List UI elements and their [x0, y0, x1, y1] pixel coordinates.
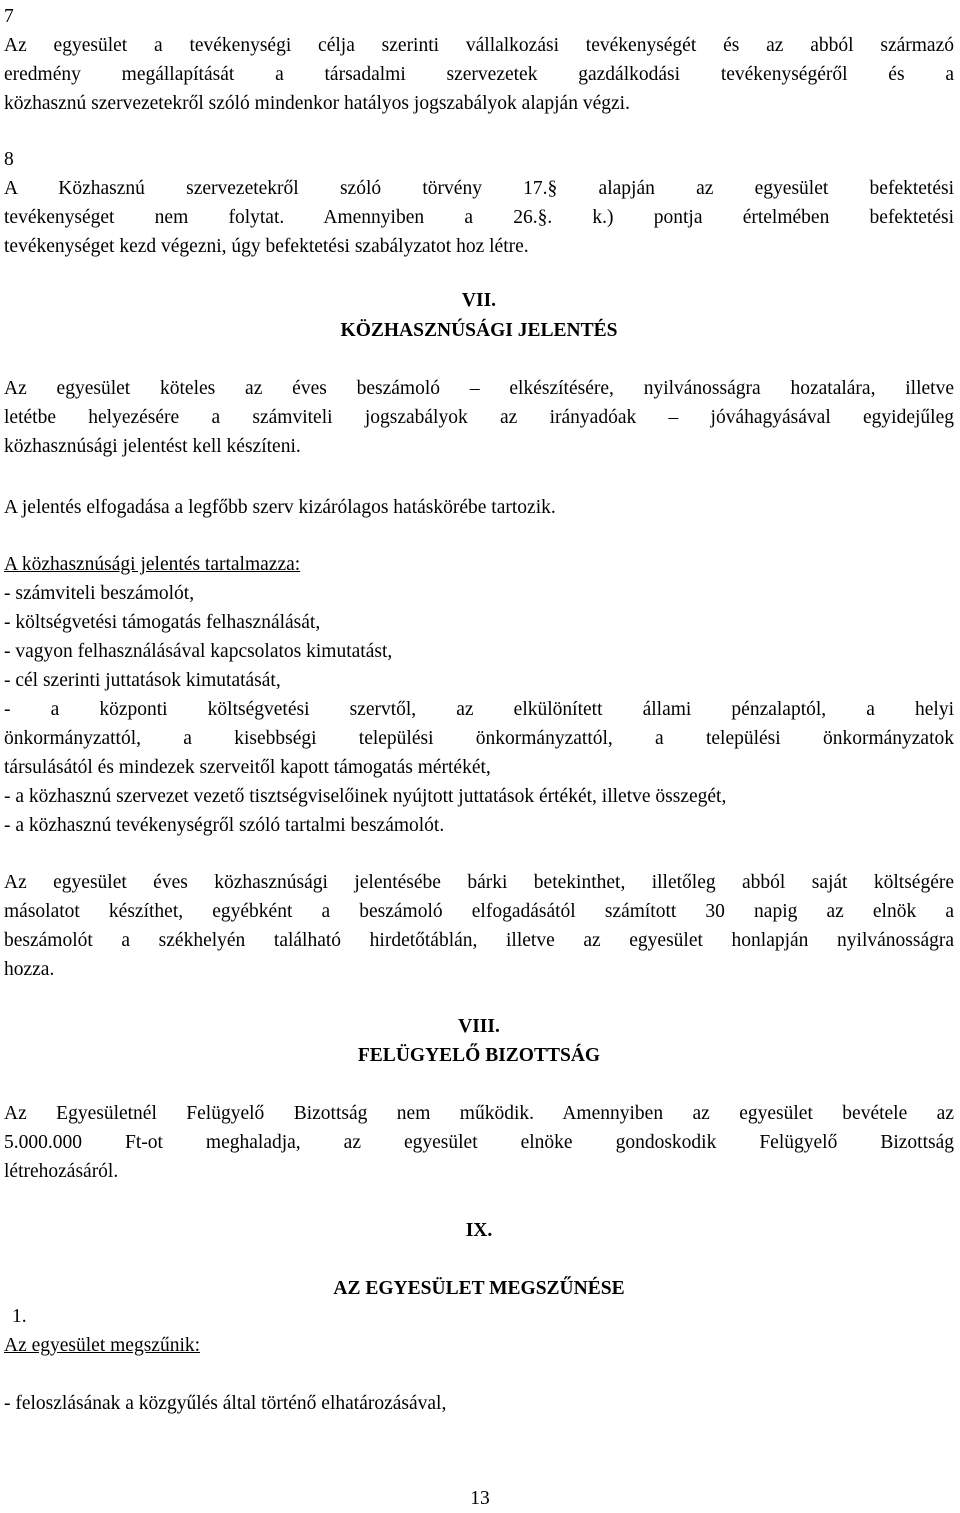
- chapter-8-roman: VIII.: [458, 1016, 500, 1037]
- list-item: - a központi költségvetési szervtől, az elkülönített állami pénzalaptól, a helyi: [4, 699, 954, 720]
- section-7-paragraph: [4, 31, 954, 118]
- chapter-7-p3-line-4: hozza.: [4, 959, 55, 980]
- list-item: - a közhasznú tevékenységről szóló tartalmi beszámolót.: [4, 815, 445, 836]
- chapter-7-p1-line-1: Az egyesület köteles az éves beszámoló – elkészítésére, nyilvánosságra hozatalára, illetve: [4, 378, 954, 399]
- section-number-8: 8: [4, 149, 14, 170]
- chapter-7-p3-line-1: Az egyesület éves közhasznúsági jelentésébe bárki betekinthet, illetőleg abból saját költségére: [4, 872, 954, 893]
- chapter-9-title: AZ EGYESÜLET MEGSZŰNÉSE: [333, 1278, 625, 1299]
- chapter-7-paragraph-1: [4, 374, 954, 461]
- list-intro-wrapper: [4, 550, 954, 579]
- document-page: [4, 0, 954, 1509]
- list-item: - költségvetési támogatás felhasználását,: [4, 612, 321, 633]
- section-7-line-3: közhasznú szervezetekről szóló mindenkor hatályos jogszabályok alapján végzi.: [4, 93, 630, 114]
- section-number-7: 7: [4, 6, 14, 27]
- chapter-8-line-3: létrehozásáról.: [4, 1161, 119, 1182]
- section-8-line-2: tevékenységet nem folytat. Amennyiben a 26.§. k.) pontja értelmében befektetési: [4, 207, 954, 228]
- chapter-8-line-1: Az Egyesületnél Felügyelő Bizottság nem működik. Amennyiben az egyesület bevétele az: [4, 1103, 954, 1124]
- list-item: - a közhasznú szervezet vezető tisztségviselőinek nyújtott juttatások értékét, illetve összegét,: [4, 786, 727, 807]
- chapter-8-paragraph: [4, 1099, 954, 1186]
- chapter-7-title: KÖZHASZNÚSÁGI JELENTÉS: [340, 320, 618, 341]
- list-item: - vagyon felhasználásával kapcsolatos kimutatást,: [4, 641, 393, 662]
- list-item: - számviteli beszámolót,: [4, 583, 195, 604]
- chapter-7-p1-line-3: közhasznúsági jelentést kell készíteni.: [4, 436, 301, 457]
- list-item: - cél szerinti juttatások kimutatását,: [4, 670, 281, 691]
- section-8-paragraph: [4, 174, 954, 261]
- report-contents-list: [4, 579, 954, 840]
- section-7-line-2: eredmény megállapítását a társadalmi szervezetek gazdálkodási tevékenységéről és a: [4, 64, 954, 85]
- chapter-7-p3-line-2: másolatot készíthet, egyébként a beszámoló elfogadásától számított 30 napig az elnök a: [4, 901, 954, 922]
- list-intro: A közhasznúsági jelentés tartalmazza:: [4, 554, 301, 575]
- chapter-8-title: FELÜGYELŐ BIZOTTSÁG: [357, 1045, 601, 1066]
- chapter-7-p3-line-3: beszámolót a székhelyén található hirdetőtáblán, illetve az egyesület honlapján nyilvánosságra: [4, 930, 954, 951]
- chapter-7-roman: VII.: [461, 290, 497, 311]
- section-7-line-1: Az egyesület a tevékenységi célja szerinti vállalkozási tevékenységét és az abból származó: [4, 35, 954, 56]
- chapter-7-p1-line-2: letétbe helyezésére a számviteli jogszabályok az irányadóak – jóváhagyásával egyidejűleg: [4, 407, 954, 428]
- section-8-line-3: tevékenységet kezd végezni, úgy befektetési szabályzatot hoz létre.: [4, 236, 529, 257]
- chapter-7-paragraph-3: [4, 868, 954, 984]
- list-item-continuation: társulásától és mindezek szerveitől kapott támogatás mértékét,: [4, 757, 491, 778]
- page-number: 13: [470, 1488, 490, 1509]
- dissolution-subheading: Az egyesület megszűnik:: [4, 1335, 201, 1356]
- item-number: 1.: [12, 1306, 27, 1327]
- chapter-8-line-2: 5.000.000 Ft-ot meghaladja, az egyesület elnöke gondoskodik Felügyelő Bizottság: [4, 1132, 954, 1153]
- chapter-7-paragraph-2: A jelentés elfogadása a legfőbb szerv kizárólagos hatáskörébe tartozik.: [4, 497, 556, 518]
- list-item-continuation: önkormányzattól, a kisebbségi települési önkormányzattól, a települési önkormányzatok: [4, 728, 954, 749]
- dissolution-item-1: - feloszlásának a közgyűlés által történő elhatározásával,: [4, 1393, 447, 1414]
- section-8-line-1: A Közhasznú szervezetekről szóló törvény 17.§ alapján az egyesület befektetési: [4, 178, 954, 199]
- subheading-wrapper: [4, 1331, 954, 1360]
- chapter-9-roman: IX.: [465, 1220, 493, 1241]
